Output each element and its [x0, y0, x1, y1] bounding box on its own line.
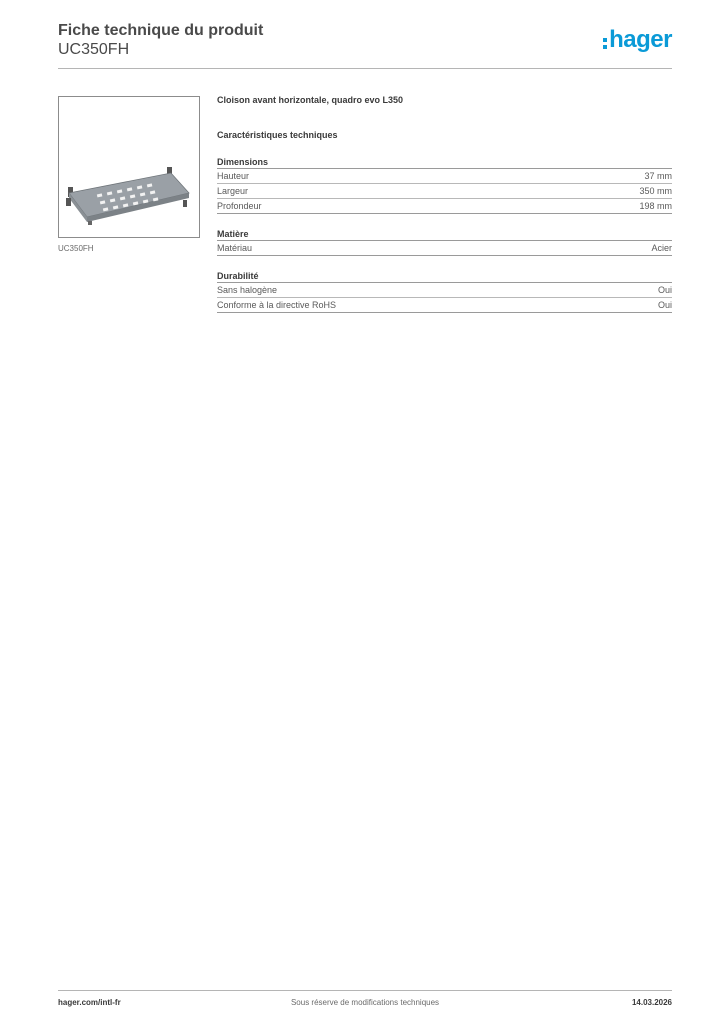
spec-group-material: [217, 228, 672, 256]
spec-row: [217, 169, 672, 184]
spec-label: Hauteur: [217, 171, 250, 181]
footer-notice: Sous réserve de modifications techniques: [290, 998, 440, 1007]
spec-row: [217, 241, 672, 256]
group-title: Durabilité: [217, 270, 672, 283]
spec-value: 37 mm: [644, 171, 672, 181]
spec-value: 198 mm: [639, 201, 672, 211]
logo-wordmark: hager: [609, 26, 672, 53]
spec-section: [217, 95, 672, 313]
spec-label: Profondeur: [217, 201, 262, 211]
spec-label: Conforme à la directive RoHS: [217, 300, 337, 310]
group-title: Dimensions: [217, 156, 672, 169]
spec-row: [217, 199, 672, 214]
specs-heading: Caractéristiques techniques: [217, 130, 338, 140]
spec-row: [217, 298, 672, 313]
spec-label: Matériau: [217, 243, 253, 253]
spec-group-durability: [217, 270, 672, 313]
page-header: [58, 21, 672, 59]
spec-value: Oui: [657, 300, 672, 310]
shelf-illustration-icon: [59, 97, 199, 237]
group-title: Matière: [217, 228, 672, 241]
footer-website-link[interactable]: hager.com/intl-fr: [58, 998, 121, 1007]
spec-row: [217, 184, 672, 199]
logo-dots-icon: [603, 38, 607, 49]
page-footer: [58, 998, 672, 1010]
spec-value: Acier: [651, 243, 672, 253]
product-image: [58, 96, 200, 238]
product-name: Cloison avant horizontale, quadro evo L350: [217, 95, 404, 105]
spec-value: Oui: [657, 285, 672, 295]
header-divider: [58, 68, 672, 69]
document-title: Fiche technique du produit: [58, 22, 264, 39]
spec-label: Largeur: [217, 186, 249, 196]
spec-row: [217, 283, 672, 298]
footer-date: 14.03.2026: [631, 998, 672, 1007]
image-caption: UC350FH: [58, 244, 94, 253]
hager-logo: [603, 27, 672, 53]
footer-divider: [58, 990, 672, 991]
spec-group-dimensions: [217, 156, 672, 214]
product-code: UC350FH: [58, 41, 130, 58]
spec-label: Sans halogène: [217, 285, 278, 295]
spec-value: 350 mm: [639, 186, 672, 196]
